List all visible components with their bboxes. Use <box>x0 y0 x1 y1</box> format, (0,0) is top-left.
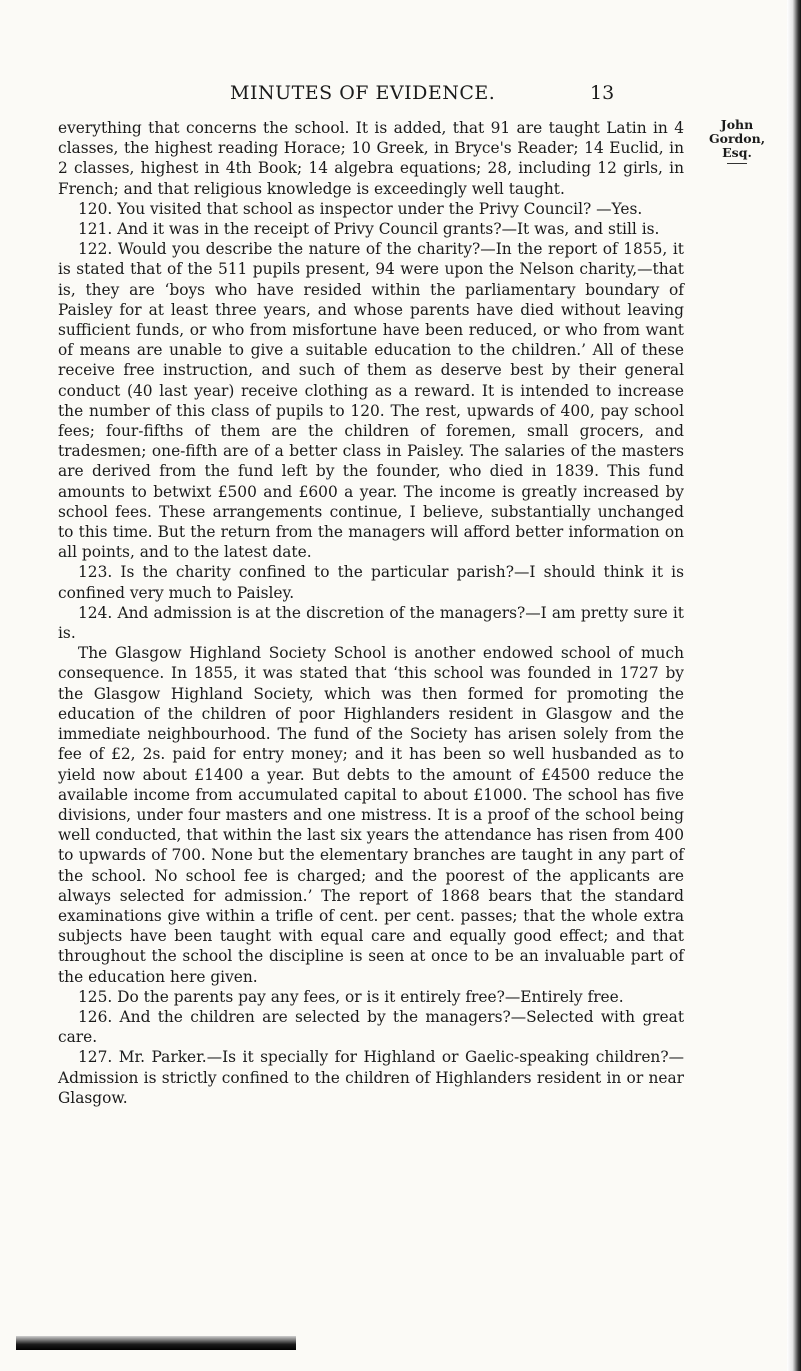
paragraph: The Glasgow Highland Society School is another endowed school of much consequence. In 1855, it was stated that ‘this school was founded in 1727 by the Glasgow Highland Society, which was then formed for promoting the education of the children of poor Highlanders resident in Glasgow and the immediate neighbourhood. The fund of the Society has arisen solely from the fee of £2, 2s. paid for entry money; and it has been so well husbanded as to yield now about £1400 a year. But debts to the amount of £4500 reduce the available income from accumulated capital to about £1000. The school has five divisions, under four masters and one mistress. It is a proof of the school being well conducted, that within the last six years the attendance has risen from 400 to upwards of 700. None but the elementary branches are taught in any part of the school. No school fee is charged; and the poorest of the applicants are always selected for admission.’ The report of 1868 bears that the standard examinations give within a trifle of cent. per cent. passes; that the whole extra subjects have been taught with equal care and equally good effect; and that throughout the school the discipline is seen at once to be an invaluable part of the education here given. <box>58 644 684 986</box>
running-header <box>0 82 801 112</box>
body-text <box>58 118 684 1108</box>
bottom-edge-shadow <box>16 1336 296 1350</box>
running-title: MINUTES OF EVIDENCE. <box>230 82 496 104</box>
paragraph: 120. You visited that school as inspector under the Privy Council? —Yes. <box>78 199 643 218</box>
paragraph: 122. Would you describe the nature of the charity?—In the report of 1855, it is stated that of the 511 pupils present, 94 were upon the Nelson charity,—that is, they are ‘boys who have resided within the parliamentary boundary of Paisley for at least three years, and whose parents have died without leaving sufficient funds, or who from misfortune have been reduced, or who from want of means are unable to give a suitable education to the children.’ All of these receive free instruction, and such of them as deserve best by their general conduct (40 last year) receive clothing as a reward. It is intended to increase the number of this class of pupils to 120. The rest, upwards of 400, pay school fees; four-fifths of them are the children of foremen, small grocers, and tradesmen; one-fifth are of a better class in Paisley. The salaries of the masters are derived from the fund left by the founder, who died in 1839. This fund amounts to betwixt £500 and £600 a year. The income is greatly increased by school fees. These arrangements continue, I believe, substantially unchanged to this time. But the return from the managers will afford better information on all points, and to the latest date. <box>58 240 684 562</box>
paragraph: 126. And the children are selected by the managers?—Selected with great care. <box>58 1007 684 1047</box>
margin-note-line: Gordon, <box>708 131 766 146</box>
margin-note-rule <box>727 163 747 164</box>
paragraph: 127. Mr. Parker.—Is it specially for Highland or Gaelic-speaking children?—Admission is strictly confined to the children of Highlanders resident in or near Glasgow. <box>58 1048 684 1107</box>
paragraph: everything that concerns the school. It is added, that 91 are taught Latin in 4 classes, the highest reading Horace; 10 Greek, in Bryce's Reader; 14 Euclid, in 2 classes, highest in 4th Book; 14 algebra equations; 28, including 12 girls, in French; and that religious knowledge is exceedingly well taught. <box>58 119 684 198</box>
margin-note-line: John <box>720 117 754 132</box>
paragraph: 123. Is the charity confined to the particular parish?—I should think it is confined very much to Paisley. <box>58 563 684 602</box>
paragraph: 125. Do the parents pay any fees, or is it entirely free?—Entirely free. <box>78 987 624 1006</box>
margin-note-witness <box>702 118 772 164</box>
paragraph: 121. And it was in the receipt of Privy Council grants?—It was, and still is. <box>78 220 660 239</box>
paragraph: 124. And admission is at the discretion of the managers?—I am pretty sure it is. <box>58 603 684 643</box>
margin-note-line: Esq. <box>722 145 752 160</box>
page-number: 13 <box>590 82 615 104</box>
page-edge-shadow <box>787 0 801 1371</box>
